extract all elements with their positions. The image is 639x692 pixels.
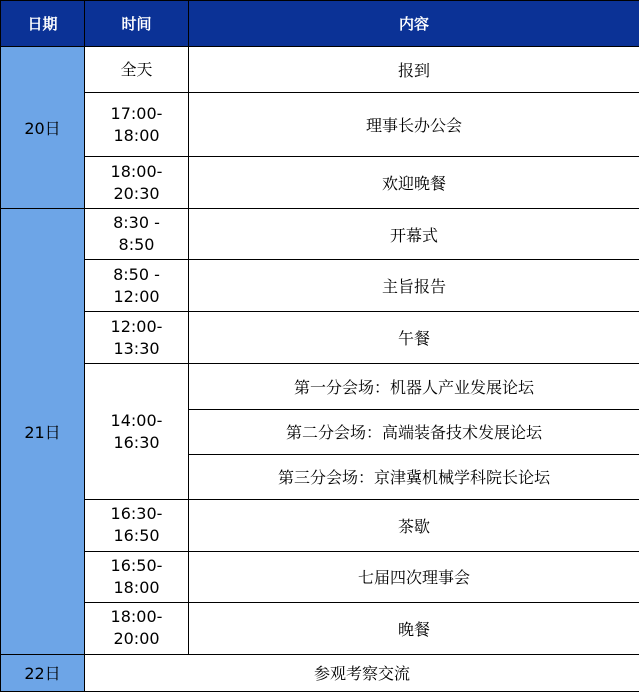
- time-start: 8:30 -: [113, 213, 160, 233]
- time-start: 16:50-: [110, 555, 163, 575]
- content-cell: 茶歇: [189, 499, 639, 551]
- content-cell: 七届四次理事会: [189, 551, 639, 602]
- header-content: 内容: [189, 1, 639, 47]
- time-cell: [85, 551, 189, 602]
- content-cell: 报到: [189, 47, 639, 93]
- content-cell: 第三分会场：京津冀机械学科院长论坛: [189, 454, 639, 499]
- time-end: 18:00: [113, 125, 160, 145]
- table-row: [1, 209, 639, 260]
- time-start: 14:00-: [110, 410, 163, 430]
- table-row: [1, 312, 639, 364]
- content-cell: 第一分会场：机器人产业发展论坛: [189, 364, 639, 409]
- time-cell: [85, 312, 189, 364]
- time-end: 8:50: [118, 235, 155, 255]
- time-start: 12:00-: [110, 316, 163, 336]
- time-end: 16:30: [113, 432, 160, 452]
- time-end: 20:00: [113, 629, 160, 649]
- date-cell: 20日: [1, 47, 85, 209]
- table-row: [1, 93, 639, 157]
- table-row: [1, 551, 639, 602]
- time-start: 16:30-: [110, 504, 163, 524]
- table-row: [1, 260, 639, 312]
- time-cell: [85, 260, 189, 312]
- header-row: [1, 1, 639, 47]
- time-start: 18:00-: [110, 161, 163, 181]
- time-start: 18:00-: [110, 607, 163, 627]
- time-cell: [85, 499, 189, 551]
- time-end: 20:30: [113, 183, 160, 203]
- table-row: [1, 47, 639, 93]
- content-cell: 午餐: [189, 312, 639, 364]
- time-cell: [85, 602, 189, 654]
- time-cell: [85, 93, 189, 157]
- header-time: 时间: [85, 1, 189, 47]
- content-cell: 主旨报告: [189, 260, 639, 312]
- content-cell: 晚餐: [189, 602, 639, 654]
- table-row: [1, 499, 639, 551]
- time-end: 13:30: [113, 338, 160, 358]
- table-row: [1, 157, 639, 209]
- date-cell: 22日: [1, 654, 85, 691]
- time-line: 全天: [120, 59, 153, 79]
- header-date: 日期: [1, 1, 85, 47]
- content-cell: 第二分会场：高端装备技术发展论坛: [189, 409, 639, 454]
- content-cell: 参观考察交流: [85, 654, 639, 691]
- time-cell: [85, 157, 189, 209]
- time-start: 8:50 -: [113, 264, 160, 284]
- time-end: 18:00: [113, 577, 160, 597]
- time-cell: [85, 364, 189, 499]
- time-cell: [85, 47, 189, 93]
- table-row: [1, 602, 639, 654]
- time-end: 12:00: [113, 286, 160, 306]
- table-row: [1, 654, 639, 691]
- time-end: 16:50: [113, 526, 160, 546]
- time-cell: [85, 209, 189, 260]
- content-cell: 开幕式: [189, 209, 639, 260]
- content-cell: 欢迎晚餐: [189, 157, 639, 209]
- content-cell: 理事长办公会: [189, 93, 639, 157]
- date-cell: 21日: [1, 209, 85, 655]
- time-start: 17:00-: [110, 103, 163, 123]
- table-row: [1, 364, 639, 409]
